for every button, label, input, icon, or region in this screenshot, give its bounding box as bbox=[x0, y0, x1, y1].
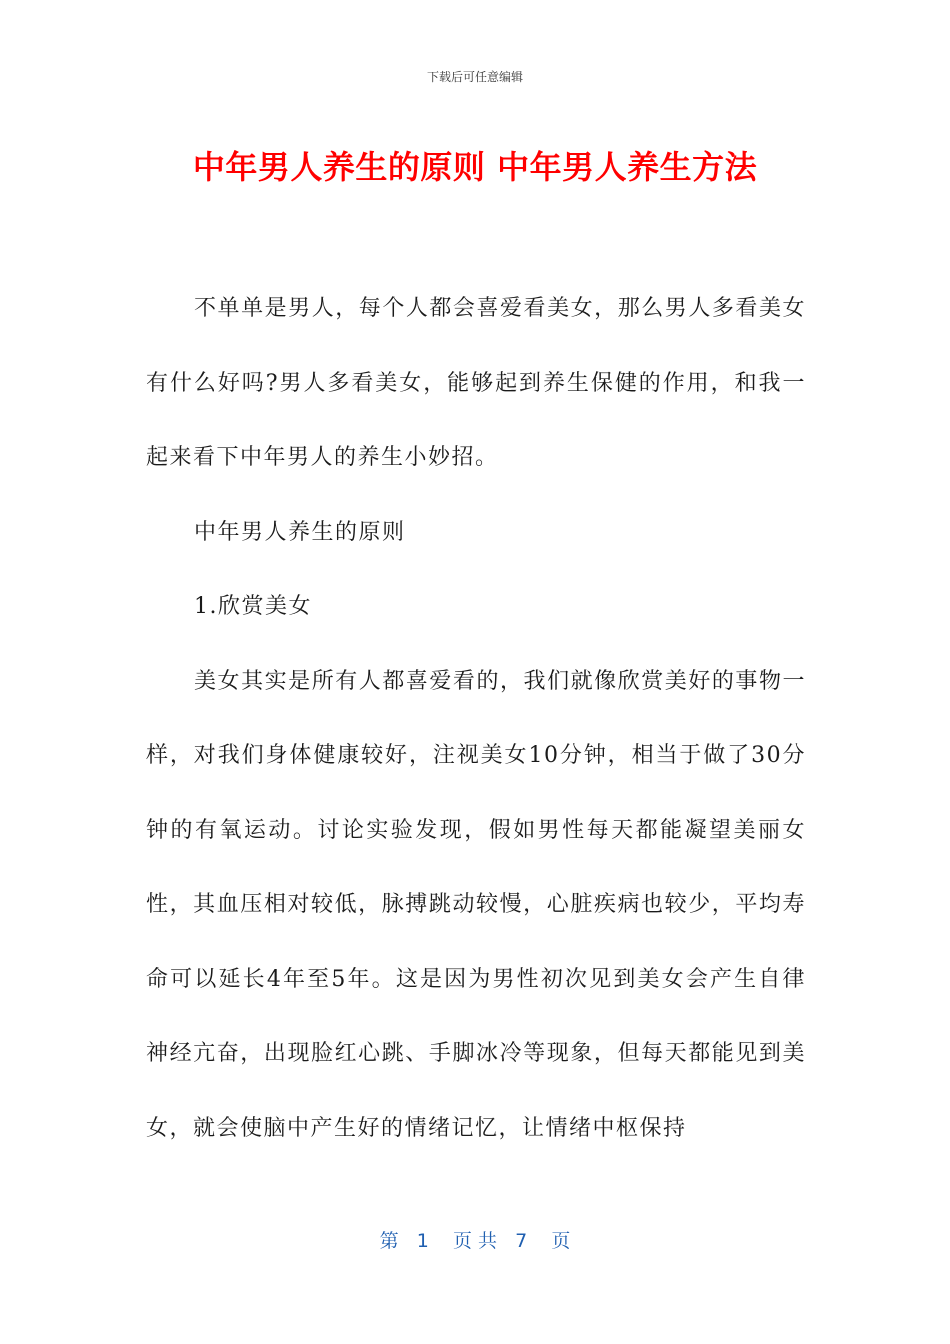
header-note: 下载后可任意编辑 bbox=[426, 70, 523, 84]
document-title: 中年男人养生的原则 中年男人养生方法 bbox=[192, 148, 758, 186]
document-body bbox=[146, 272, 806, 1166]
page-footer: 第 1 页 共 7 页 bbox=[379, 1230, 571, 1252]
paragraph-body: 美女其实是所有人都喜爱看的，我们就像欣赏美好的事物一样，对我们身体健康较好，注视美女10分钟，相当于做了30分钟的有氧运动。讨论实验发现，假如男性每天都能凝望美丽女性，其血压相对较低，脉搏跳动较慢，心脏疾病也较少，平均寿命可以延长4年至5年。这是因为男性初次见到美女会产生自律神经亢奋，出现脸红心跳、手脚冰冷等现象，但每天都能见到美女，就会使脑中产生好的情绪记忆，让情绪中枢保持 bbox=[146, 668, 806, 1141]
paragraph-intro: 不单单是男人，每个人都会喜爱看美女，那么男人多看美女有什么好吗?男人多看美女，能够起到养生保健的作用，和我一起来看下中年男人的养生小妙招。 bbox=[146, 296, 806, 470]
section-heading: 中年男人养生的原则 bbox=[194, 519, 406, 545]
subsection-heading: 1.欣赏美女 bbox=[194, 594, 312, 619]
